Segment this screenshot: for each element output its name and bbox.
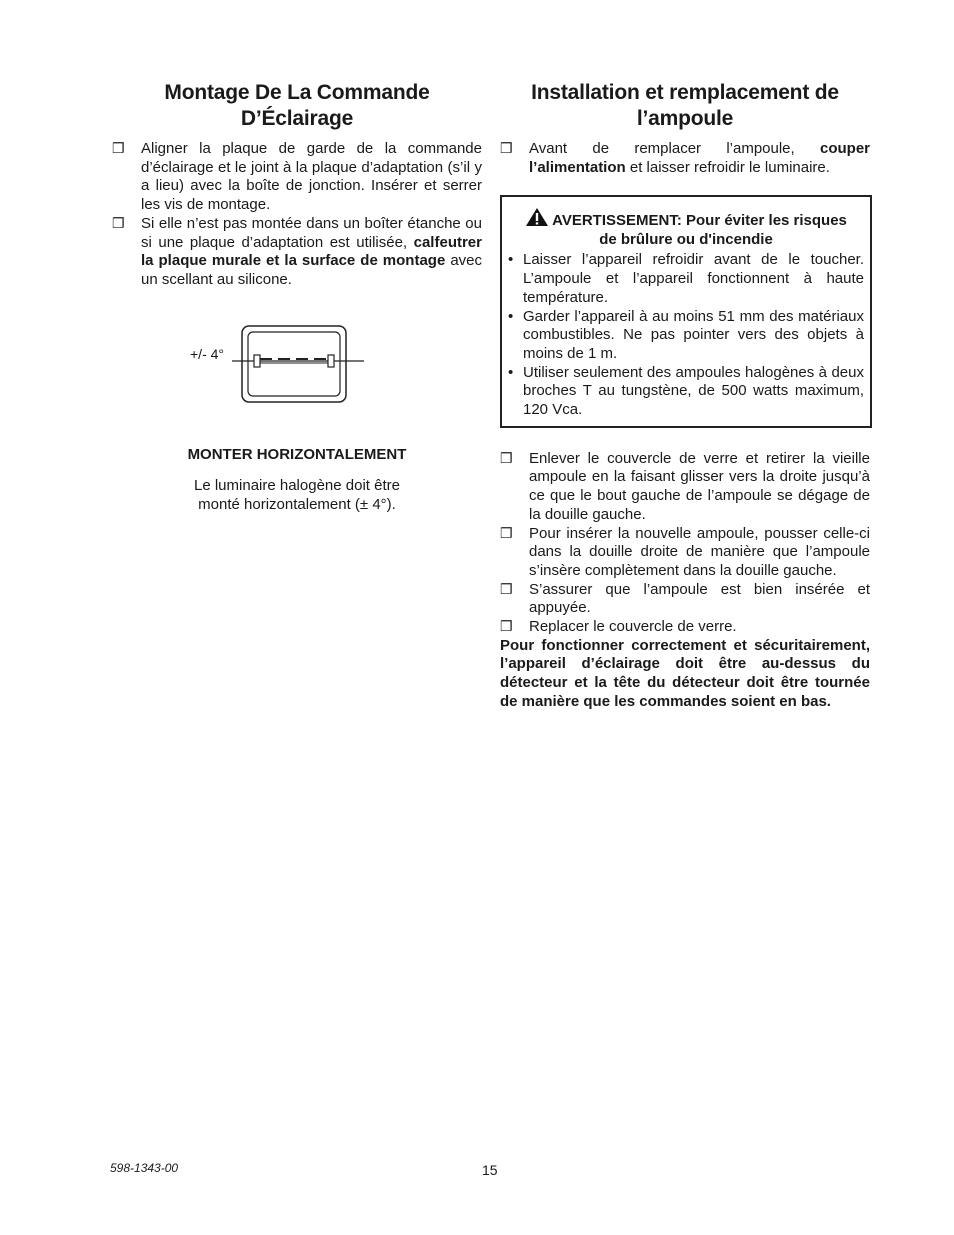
checkbox-bullet-icon: ❒ [500, 140, 513, 156]
checkbox-bullet-icon: ❒ [112, 214, 125, 231]
right-heading-line2: l’ampoule [636, 107, 734, 130]
figure-caption [112, 476, 482, 514]
item-text: Aligner la plaque de garde de la commande d’éclairage et le joint à la plaque d’adaptation (s’il y a lieu) avec la boîte de jonction. Insérer et serrer les vis de montage. [141, 140, 482, 214]
list-item [500, 525, 870, 581]
checkbox-bullet-icon: ❒ [500, 580, 513, 597]
left-heading-line1: Montage De La Commande [164, 81, 430, 104]
mounting-figure [112, 320, 482, 440]
warning-triangle-icon [525, 207, 549, 227]
list-item [500, 581, 870, 618]
bullet-icon: • [508, 251, 514, 269]
item-text: et laisser refroidir le luminaire. [625, 158, 830, 176]
right-column [500, 80, 870, 712]
warning-item [508, 308, 864, 364]
right-heading [500, 80, 870, 132]
list-item [500, 618, 870, 637]
fixture-diagram [230, 324, 366, 406]
list-item [112, 215, 482, 290]
item-text: Si elle n’est pas montée dans un boîter étanche ou si une plaque d’adaptation est utilisée, [141, 214, 482, 251]
item-text: Enlever le couvercle de verre et retirer la vieille ampoule en la faisant glisser vers la droite jusqu’à ce que le bout gauche de l’ampoule se dégage de la douille gauche. [529, 449, 870, 523]
warning-text: Garder l’appareil à au moins 51 mm des matériaux combustibles. Ne pas pointer vers des objets à moins de 1 m. [523, 307, 864, 362]
page-number: 15 [482, 1162, 498, 1178]
warning-title [508, 207, 864, 249]
checkbox-bullet-icon: ❒ [500, 449, 513, 466]
item-text: Avant de remplacer l’ampoule, [529, 140, 820, 157]
document-code: 598-1343-00 [110, 1161, 179, 1175]
checkbox-bullet-icon: ❒ [500, 618, 513, 635]
list-item [112, 140, 482, 215]
warning-item [508, 251, 864, 307]
warning-item [508, 364, 864, 420]
item-text-bold: calfeutrer la plaque murale et la surface de montage [141, 233, 482, 270]
left-column [112, 80, 482, 514]
item-text: avec un scellant au silicone. [141, 252, 483, 288]
bullet-icon: • [508, 363, 514, 381]
list-item [500, 140, 870, 177]
item-text: Pour insérer la nouvelle ampoule, pousser celle-ci dans la douille droite de manière que l’ampoule s’insère complètement dans la douille gauche. [529, 524, 870, 579]
warning-text: Utiliser seulement des ampoules halogènes à deux broches T au tungstène, de 500 watts maximum, 120 Vca. [523, 363, 864, 419]
warning-title-line2: de brûlure ou d'incendie [599, 231, 773, 249]
final-note: Pour fonctionner correctement et sécuritairement, l’appareil d’éclairage doit être au-dessus du détecteur et la tête du détecteur doit être tournée de manière que les commandes soient en bas. [500, 636, 870, 710]
left-heading-line2: D’Éclairage [240, 107, 354, 130]
list-item [500, 450, 870, 525]
warning-box [500, 195, 872, 427]
figure-caption-title: MONTER HORIZONTALEMENT [187, 445, 407, 463]
right-heading-line1: Installation et remplacement de [531, 81, 839, 104]
checkbox-bullet-icon: ❒ [112, 140, 125, 156]
left-heading [112, 80, 482, 132]
item-text: Replacer le couvercle de verre. [529, 618, 737, 636]
angle-label: +/- 4° [190, 345, 225, 362]
caption-line1: Le luminaire halogène doit être [194, 476, 400, 494]
warning-list [508, 251, 864, 419]
caption-line2: monté horizontalement (± 4°). [198, 495, 396, 513]
intro-list [500, 140, 870, 177]
bullet-icon: • [508, 307, 514, 325]
warning-title-line1: AVERTISSEMENT: Pour éviter les risques [552, 212, 847, 230]
warning-text: Laisser l’appareil refroidir avant de le toucher. L’ampoule et l’appareil fonctionnent à haute température. [523, 251, 864, 306]
item-text-bold: couper l’alimentation [529, 140, 870, 176]
item-text: S’assurer que l’ampoule est bien insérée et appuyée. [529, 580, 870, 617]
left-instruction-list [112, 140, 482, 290]
checkbox-bullet-icon: ❒ [500, 524, 513, 541]
steps-list [500, 450, 870, 637]
